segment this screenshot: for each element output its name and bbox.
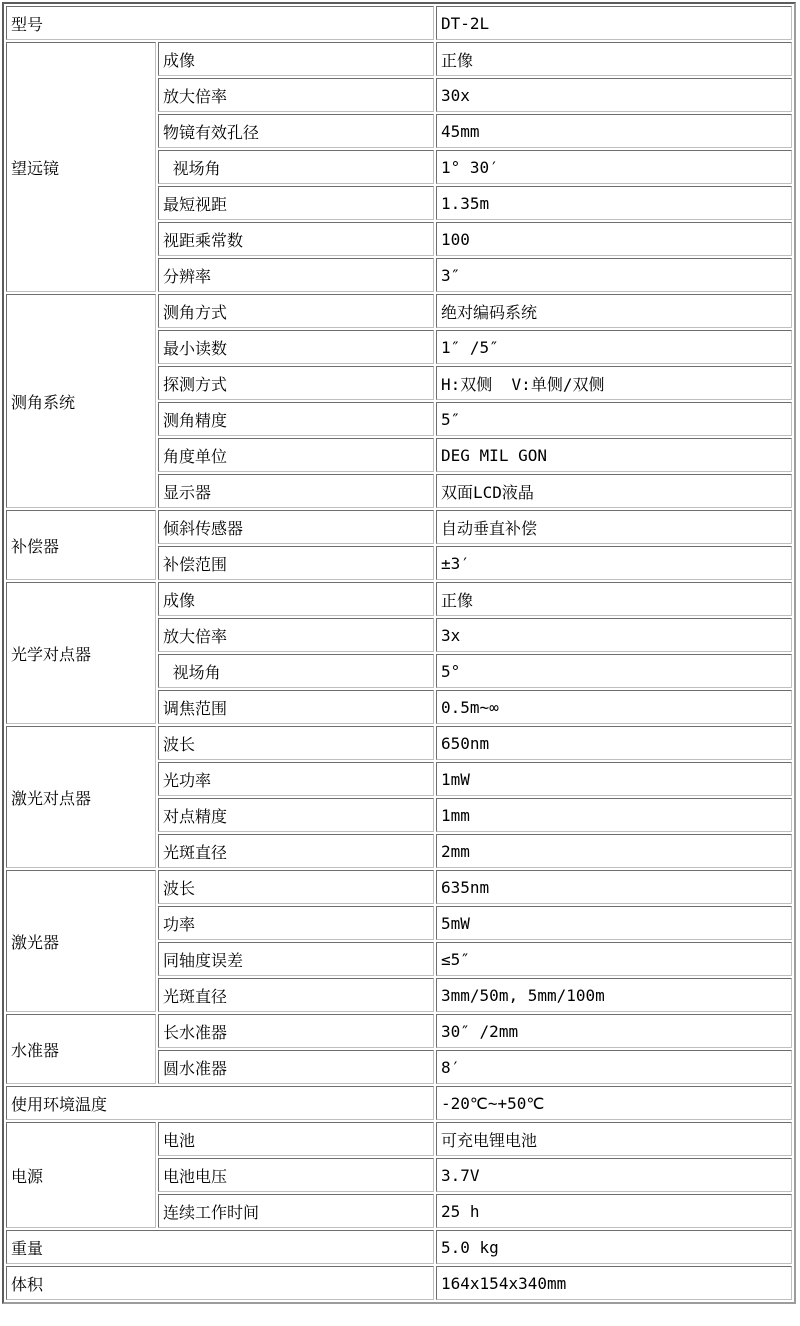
- value-cell: ±3′: [436, 546, 792, 580]
- value-cell: 30x: [436, 78, 792, 112]
- param-cell: 圆水准器: [158, 1050, 434, 1084]
- spec-row: [6, 1122, 792, 1156]
- value-cell: 3x: [436, 618, 792, 652]
- param-cell: 探测方式: [158, 366, 434, 400]
- param-cell: 倾斜传感器: [158, 510, 434, 544]
- spec-row: [6, 870, 792, 904]
- param-cell: 成像: [158, 42, 434, 76]
- value-cell: 自动垂直补偿: [436, 510, 792, 544]
- model-row: [6, 6, 792, 40]
- param-cell: 波长: [158, 870, 434, 904]
- value-cell: 3mm/50m, 5mm/100m: [436, 978, 792, 1012]
- value-cell: 5°: [436, 654, 792, 688]
- section-label-cell: 望远镜: [6, 42, 156, 292]
- spec-row: [6, 42, 792, 76]
- param-cell: 显示器: [158, 474, 434, 508]
- value-cell: 5.0 kg: [436, 1230, 792, 1264]
- spec-row: [6, 294, 792, 328]
- section-label-cell: 电源: [6, 1122, 156, 1228]
- param-cell: 成像: [158, 582, 434, 616]
- param-cell: 放大倍率: [158, 78, 434, 112]
- value-cell: 2mm: [436, 834, 792, 868]
- section-label-cell: 水准器: [6, 1014, 156, 1084]
- param-cell: 物镜有效孔径: [158, 114, 434, 148]
- value-cell: 3″: [436, 258, 792, 292]
- section-label-cell: 光学对点器: [6, 582, 156, 724]
- section-label-cell: 激光器: [6, 870, 156, 1012]
- param-cell: 视场角: [158, 654, 434, 688]
- value-cell: H:双侧 V:单侧/双侧: [436, 366, 792, 400]
- value-cell: 0.5m~∞: [436, 690, 792, 724]
- param-cell: 电池电压: [158, 1158, 434, 1192]
- value-cell: 100: [436, 222, 792, 256]
- value-cell: 30″ /2mm: [436, 1014, 792, 1048]
- value-cell: 25 h: [436, 1194, 792, 1228]
- value-cell: 正像: [436, 42, 792, 76]
- param-cell: 放大倍率: [158, 618, 434, 652]
- param-cell: 调焦范围: [158, 690, 434, 724]
- value-cell: 45mm: [436, 114, 792, 148]
- value-cell: 正像: [436, 582, 792, 616]
- section-label-cell: 激光对点器: [6, 726, 156, 868]
- value-cell: 164x154x340mm: [436, 1266, 792, 1300]
- param-cell: 视场角: [158, 150, 434, 184]
- spec-row: [6, 1230, 792, 1264]
- param-cell: 角度单位: [158, 438, 434, 472]
- param-cell: 光斑直径: [158, 834, 434, 868]
- value-cell: ≤5″: [436, 942, 792, 976]
- value-cell: 绝对编码系统: [436, 294, 792, 328]
- param-cell: 光功率: [158, 762, 434, 796]
- section-label-cell: 补偿器: [6, 510, 156, 580]
- value-cell: 650nm: [436, 726, 792, 760]
- spec-table: [2, 2, 796, 1304]
- param-cell: 长水准器: [158, 1014, 434, 1048]
- spec-row: [6, 1014, 792, 1048]
- spec-row: [6, 582, 792, 616]
- param-cell: 光斑直径: [158, 978, 434, 1012]
- full-span-label-cell: 重量: [6, 1230, 434, 1264]
- value-cell: 5mW: [436, 906, 792, 940]
- full-span-label-cell: 使用环境温度: [6, 1086, 434, 1120]
- spec-row: [6, 1266, 792, 1300]
- param-cell: 最短视距: [158, 186, 434, 220]
- value-cell: 1″ /5″: [436, 330, 792, 364]
- section-label-cell: 测角系统: [6, 294, 156, 508]
- param-cell: 分辨率: [158, 258, 434, 292]
- value-cell: 8′: [436, 1050, 792, 1084]
- param-cell: 功率: [158, 906, 434, 940]
- param-cell: 波长: [158, 726, 434, 760]
- value-cell: DEG MIL GON: [436, 438, 792, 472]
- value-cell: 5″: [436, 402, 792, 436]
- value-cell: 635nm: [436, 870, 792, 904]
- full-span-label-cell: 型号: [6, 6, 434, 40]
- value-cell: 1° 30′: [436, 150, 792, 184]
- param-cell: 同轴度误差: [158, 942, 434, 976]
- value-cell: 可充电锂电池: [436, 1122, 792, 1156]
- value-cell: DT-2L: [436, 6, 792, 40]
- value-cell: 1mW: [436, 762, 792, 796]
- value-cell: 1.35m: [436, 186, 792, 220]
- param-cell: 电池: [158, 1122, 434, 1156]
- spec-row: [6, 510, 792, 544]
- full-span-label-cell: 体积: [6, 1266, 434, 1300]
- value-cell: 3.7V: [436, 1158, 792, 1192]
- value-cell: 1mm: [436, 798, 792, 832]
- param-cell: 最小读数: [158, 330, 434, 364]
- spec-row: [6, 1086, 792, 1120]
- param-cell: 测角方式: [158, 294, 434, 328]
- param-cell: 视距乘常数: [158, 222, 434, 256]
- param-cell: 对点精度: [158, 798, 434, 832]
- param-cell: 连续工作时间: [158, 1194, 434, 1228]
- value-cell: 双面LCD液晶: [436, 474, 792, 508]
- value-cell: -20℃~+50℃: [436, 1086, 792, 1120]
- param-cell: 补偿范围: [158, 546, 434, 580]
- param-cell: 测角精度: [158, 402, 434, 436]
- spec-row: [6, 726, 792, 760]
